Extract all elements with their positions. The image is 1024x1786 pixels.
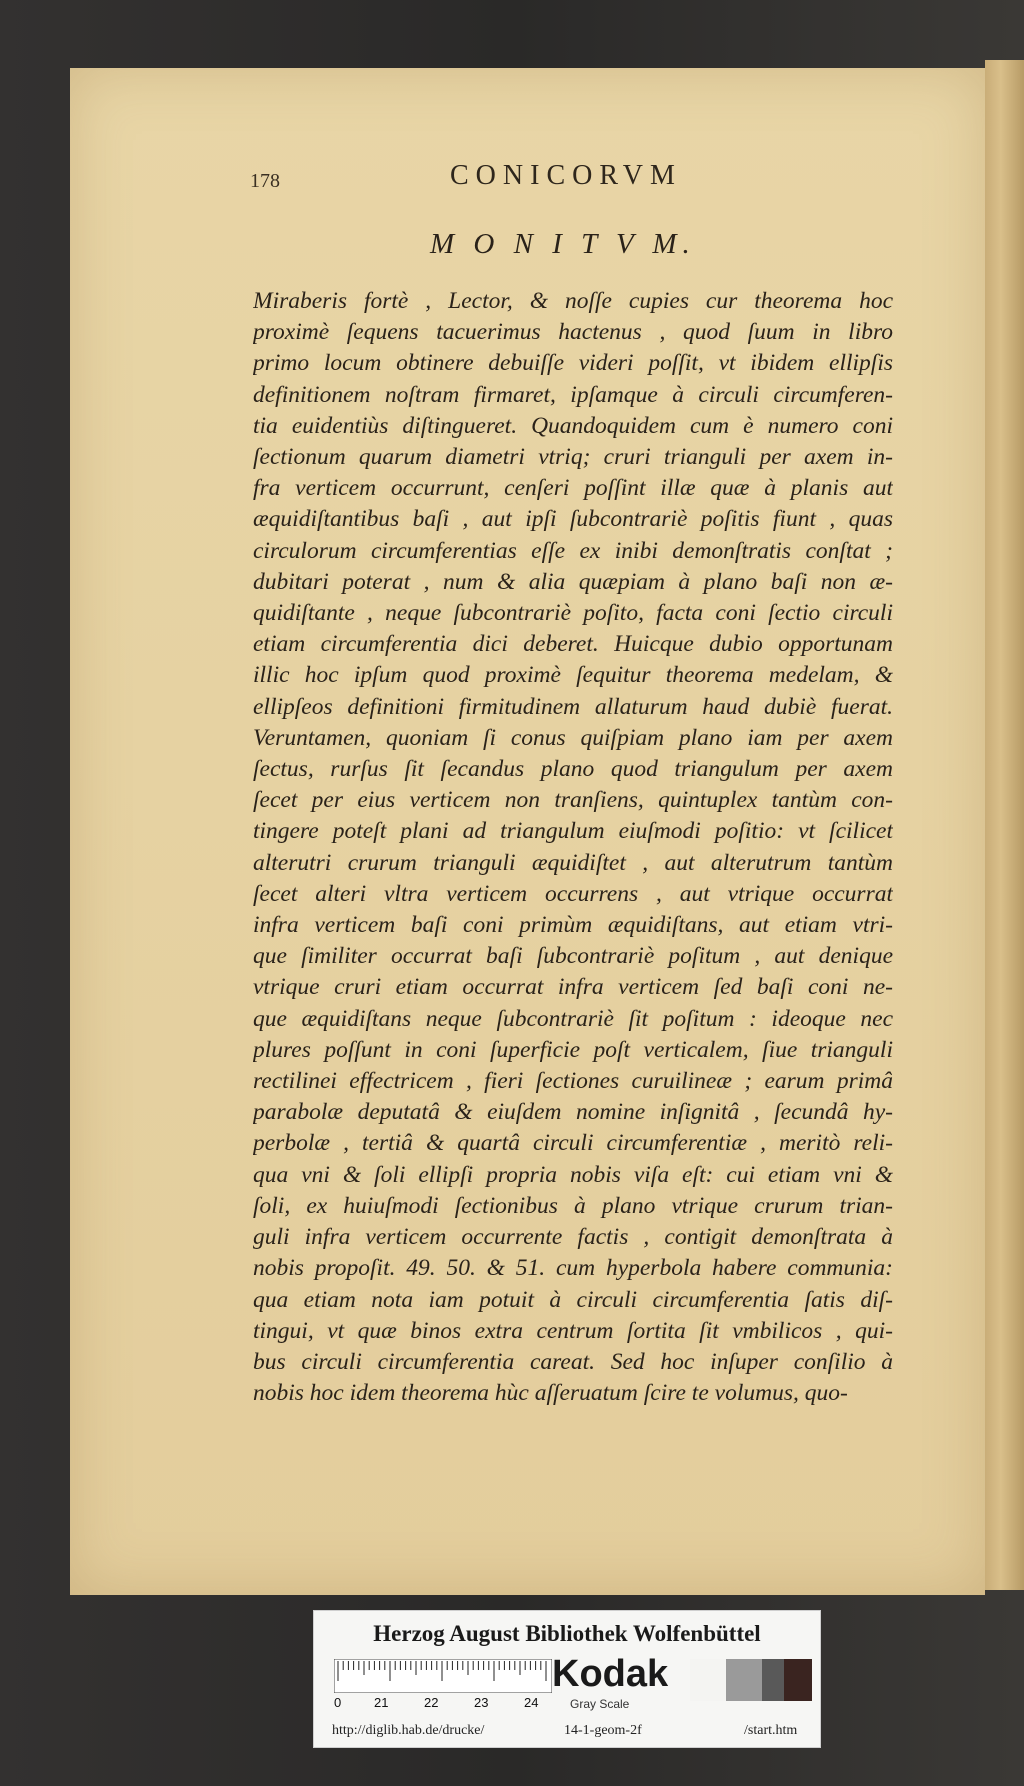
text-line: ſectionum quarum diametri vtriq; cruri trianguli per axem in- bbox=[253, 444, 893, 471]
text-line: ſecet alteri vltra verticem occurrens , aut vtrique occurrat bbox=[253, 880, 893, 907]
text-line: circulorum circumferentias eſſe ex inibi demonſtratis conſtat ; bbox=[253, 537, 893, 564]
kodak-logo: Kodak bbox=[552, 1653, 669, 1695]
text-line: nobis hoc idem theorema hùc aſſeruatum ſcire te volumus, quo- bbox=[253, 1380, 848, 1407]
text-line: definitionem noſtram firmaret, ipſamque à circuli circumferen- bbox=[253, 381, 893, 408]
section-heading: M O N I T V M. bbox=[430, 228, 696, 260]
text-line: qua vni & ſoli ellipſi propria nobis viſa eſt: cui etiam vni & bbox=[253, 1161, 893, 1188]
ruler-label: 21 bbox=[374, 1695, 389, 1710]
text-line: ſecet per eius verticem non tranſiens, quintuplex tantùm con- bbox=[253, 787, 893, 814]
text-line: que ſimiliter occurrat baſi ſubcontrariè poſitum , aut denique bbox=[253, 943, 893, 970]
text-line: tia euidentiùs diſtingueret. Quandoquidem cum è numero coni bbox=[253, 412, 893, 439]
ruler-label: 0 bbox=[334, 1695, 342, 1710]
page-number: 178 bbox=[250, 170, 280, 192]
gray-swatch-dark bbox=[762, 1659, 784, 1701]
gray-swatch-white bbox=[690, 1659, 726, 1701]
adjacent-page-edge bbox=[985, 60, 1024, 1590]
text-line: primo locum obtinere debuiſſe videri poſſit, vt ibidem ellipſis bbox=[253, 350, 893, 377]
page-header bbox=[250, 160, 890, 200]
text-line: Miraberis fortè , Lector, & noſſe cupies cur theorema hoc bbox=[253, 288, 893, 314]
text-line: illic hoc ipſum quod proximè ſequitur theorema medelam, & bbox=[253, 662, 893, 689]
text-line: tingere poteſt plani ad triangulum eiuſmodi poſitio: vt ſcilicet bbox=[253, 818, 893, 845]
text-line: rectilinei effectricem , fieri ſectiones curuilineæ ; earum primâ bbox=[253, 1068, 893, 1095]
text-line: dubitari poterat , num & alia quæpiam à plano baſi non æ- bbox=[253, 568, 893, 595]
url-prefix: http://diglib.hab.de/drucke/ bbox=[332, 1723, 485, 1738]
text-line: bus circuli circumferentia careat. Sed hoc inſuper conſilio à bbox=[253, 1348, 893, 1375]
text-line: tingui, vt quæ binos extra centrum ſortita ſit vmbilicos , qui- bbox=[253, 1317, 893, 1344]
color-calibration-card bbox=[313, 1610, 821, 1748]
ruler-label: 22 bbox=[424, 1695, 439, 1710]
url-suffix: /start.htm bbox=[744, 1723, 798, 1738]
ruler-label: 23 bbox=[474, 1695, 489, 1710]
text-line: ſoli, ex huiuſmodi ſectionibus à plano vtrique crurum trian- bbox=[253, 1192, 893, 1219]
text-line: ſectus, rurſus ſit ſecandus plano quod triangulum per axem bbox=[253, 756, 893, 783]
body-text bbox=[253, 286, 893, 1409]
text-line: fra verticem occurrunt, cenſeri poſſint illæ quæ à planis aut bbox=[253, 475, 893, 502]
running-title: CONICORVM bbox=[450, 160, 682, 191]
text-line: perbolæ , tertiâ & quartâ circuli circumferentiæ , meritò reli- bbox=[253, 1130, 893, 1157]
text-line: guli infra verticem occurrente factis , contigit demonſtrata à bbox=[253, 1224, 893, 1251]
text-line: parabolæ deputatâ & eiuſdem nomine inſignitâ , ſecundâ hy- bbox=[253, 1099, 893, 1126]
text-line: qua etiam nota iam potuit à circuli circumferentia ſatis diſ- bbox=[253, 1286, 893, 1313]
document-id: 14-1-geom-2f bbox=[564, 1723, 642, 1738]
text-line: Veruntamen, quoniam ſi conus quiſpiam plano iam per axem bbox=[253, 724, 893, 751]
gray-swatch-mid bbox=[726, 1659, 762, 1701]
text-line: infra verticem baſi coni primùm æquidiſtans, aut etiam vtri- bbox=[253, 912, 893, 939]
text-line: ellipſeos definitioni firmitudinem allaturum haud dubiè fuerat. bbox=[253, 693, 893, 720]
text-line: nobis propoſit. 49. 50. & 51. cum hyperbola habere communia: bbox=[253, 1255, 893, 1282]
ruler-scale bbox=[334, 1659, 552, 1693]
text-line: etiam circumferentia dici deberet. Huicque dubio opportunam bbox=[253, 631, 893, 658]
text-line: quidiſtante , neque ſubcontrariè poſito, facta coni ſectio circuli bbox=[253, 600, 893, 627]
text-line: proximè ſequens tacuerimus hactenus , quod ſuum in libro bbox=[253, 319, 893, 346]
text-line: plures poſſunt in coni ſuperficie poſt verticalem, ſiue trianguli bbox=[253, 1036, 893, 1063]
gray-swatch-black bbox=[784, 1659, 812, 1701]
text-line: vtrique cruri etiam occurrat infra verticem ſed baſi coni ne- bbox=[253, 974, 893, 1001]
gray-scale-label: Gray Scale bbox=[570, 1697, 630, 1711]
ruler-label: 24 bbox=[524, 1695, 539, 1710]
text-line: æquidiſtantibus baſi , aut ipſi ſubcontrariè poſitis fiunt , quas bbox=[253, 506, 893, 533]
text-line: alterutri crurum trianguli æquidiſtet , aut alterutrum tantùm bbox=[253, 849, 893, 876]
library-name: Herzog August Bibliothek Wolfenbüttel bbox=[373, 1621, 761, 1646]
text-line: que æquidiſtans neque ſubcontrariè ſit poſitum : ideoque nec bbox=[253, 1005, 893, 1032]
